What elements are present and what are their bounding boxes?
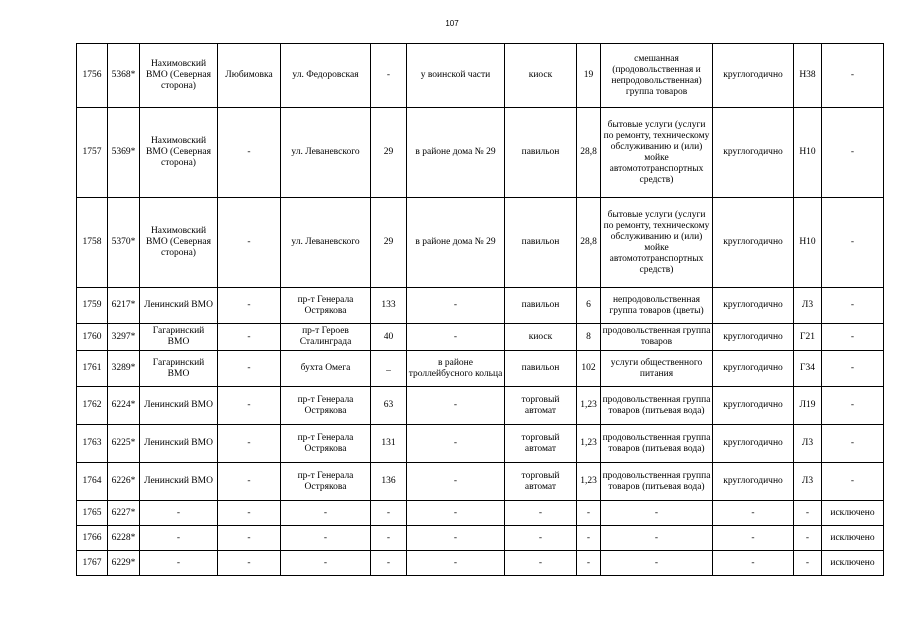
house-number-cell: 133 [371, 288, 407, 324]
street-cell: пр-т Генерала Острякова [281, 463, 371, 501]
period-cell: круглогодично [713, 198, 794, 288]
landmark-cell: - [407, 425, 505, 463]
zone-cell: Г34 [794, 351, 822, 387]
zone-cell: Л19 [794, 387, 822, 425]
note-cell: - [822, 387, 884, 425]
zone-cell: Н38 [794, 44, 822, 108]
row-number-cell: 1765 [77, 501, 108, 526]
note-cell: - [822, 198, 884, 288]
period-cell: круглогодично [713, 324, 794, 351]
object-type-cell: торговый автомат [505, 425, 577, 463]
table-row [77, 387, 884, 425]
object-code-cell: 6228* [108, 526, 140, 551]
landmark-cell: - [407, 501, 505, 526]
specialization-cell: непродовольственная группа товаров (цветы) [601, 288, 713, 324]
zone-cell: Н10 [794, 108, 822, 198]
street-cell: пр-т Генерала Острякова [281, 288, 371, 324]
area-cell: 6 [577, 288, 601, 324]
district-cell: Нахимовский ВМО (Северная сторона) [140, 44, 218, 108]
row-number-cell: 1758 [77, 198, 108, 288]
district-cell: Ленинский ВМО [140, 425, 218, 463]
district-cell: Гагаринский ВМО [140, 351, 218, 387]
zone-cell: - [794, 501, 822, 526]
object-code-cell: 5368* [108, 44, 140, 108]
district-cell: Ленинский ВМО [140, 288, 218, 324]
row-number-cell: 1763 [77, 425, 108, 463]
row-number-cell: 1759 [77, 288, 108, 324]
district-cell: Нахимовский ВМО (Северная сторона) [140, 108, 218, 198]
specialization-cell: - [601, 501, 713, 526]
locality-cell: - [218, 288, 281, 324]
locality-cell: - [218, 551, 281, 576]
object-type-cell: торговый автомат [505, 387, 577, 425]
object-type-cell: павильон [505, 288, 577, 324]
locality-cell: - [218, 425, 281, 463]
district-cell: Нахимовский ВМО (Северная сторона) [140, 198, 218, 288]
zone-cell: Н10 [794, 198, 822, 288]
note-cell: - [822, 425, 884, 463]
note-cell: исключено [822, 551, 884, 576]
zone-cell: Л3 [794, 288, 822, 324]
period-cell: круглогодично [713, 44, 794, 108]
locality-cell: - [218, 463, 281, 501]
house-number-cell: - [371, 526, 407, 551]
house-number-cell: - [371, 44, 407, 108]
street-cell: пр-т Генерала Острякова [281, 425, 371, 463]
zone-cell: - [794, 551, 822, 576]
area-cell: 1,23 [577, 387, 601, 425]
object-code-cell: 5369* [108, 108, 140, 198]
table-row [77, 44, 884, 108]
house-number-cell: 40 [371, 324, 407, 351]
locality-cell: - [218, 108, 281, 198]
specialization-cell: услуги общественного питания [601, 351, 713, 387]
landmark-cell: в районе дома № 29 [407, 108, 505, 198]
object-code-cell: 6224* [108, 387, 140, 425]
row-number-cell: 1757 [77, 108, 108, 198]
period-cell: круглогодично [713, 108, 794, 198]
specialization-cell: смешанная (продовольственная и непродовольственная) группа товаров [601, 44, 713, 108]
row-number-cell: 1762 [77, 387, 108, 425]
house-number-cell: _ [371, 351, 407, 387]
area-cell: 1,23 [577, 425, 601, 463]
object-type-cell: павильон [505, 351, 577, 387]
object-type-cell: киоск [505, 324, 577, 351]
note-cell: - [822, 463, 884, 501]
area-cell: - [577, 501, 601, 526]
object-code-cell: 6227* [108, 501, 140, 526]
house-number-cell: 29 [371, 198, 407, 288]
area-cell: 28,8 [577, 198, 601, 288]
note-cell: исключено [822, 501, 884, 526]
locality-cell: - [218, 351, 281, 387]
house-number-cell: 29 [371, 108, 407, 198]
object-code-cell: 6217* [108, 288, 140, 324]
district-cell: - [140, 551, 218, 576]
table-row [77, 551, 884, 576]
registry-table-body [77, 44, 884, 576]
row-number-cell: 1761 [77, 351, 108, 387]
object-type-cell: павильон [505, 108, 577, 198]
house-number-cell: - [371, 551, 407, 576]
street-cell: пр-т Генерала Острякова [281, 387, 371, 425]
period-cell: круглогодично [713, 463, 794, 501]
house-number-cell: 131 [371, 425, 407, 463]
district-cell: Ленинский ВМО [140, 463, 218, 501]
object-type-cell: павильон [505, 198, 577, 288]
zone-cell: Г21 [794, 324, 822, 351]
zone-cell: - [794, 526, 822, 551]
registry-table [76, 43, 884, 576]
specialization-cell: бытовые услуги (услуги по ремонту, техническому обслуживанию и (или) мойке автомототранспортных средств) [601, 108, 713, 198]
street-cell: - [281, 526, 371, 551]
landmark-cell: в районе дома № 29 [407, 198, 505, 288]
house-number-cell: - [371, 501, 407, 526]
period-cell: - [713, 551, 794, 576]
note-cell: - [822, 288, 884, 324]
specialization-cell: продовольственная группа товаров (питьевая вода) [601, 387, 713, 425]
table-row [77, 108, 884, 198]
object-code-cell: 3289* [108, 351, 140, 387]
landmark-cell: - [407, 324, 505, 351]
note-cell: - [822, 108, 884, 198]
note-cell: - [822, 44, 884, 108]
period-cell: круглогодично [713, 387, 794, 425]
district-cell: - [140, 501, 218, 526]
row-number-cell: 1760 [77, 324, 108, 351]
specialization-cell: - [601, 526, 713, 551]
street-cell: ул. Леваневского [281, 108, 371, 198]
row-number-cell: 1764 [77, 463, 108, 501]
locality-cell: - [218, 324, 281, 351]
street-cell: бухта Омега [281, 351, 371, 387]
specialization-cell: бытовые услуги (услуги по ремонту, техническому обслуживанию и (или) мойке автомототранспортных средств) [601, 198, 713, 288]
object-type-cell: киоск [505, 44, 577, 108]
area-cell: 19 [577, 44, 601, 108]
landmark-cell: - [407, 288, 505, 324]
area-cell: - [577, 526, 601, 551]
table-row [77, 324, 884, 351]
period-cell: круглогодично [713, 425, 794, 463]
street-cell: ул. Федоровская [281, 44, 371, 108]
landmark-cell: - [407, 463, 505, 501]
note-cell: - [822, 324, 884, 351]
table-row [77, 425, 884, 463]
locality-cell: - [218, 501, 281, 526]
specialization-cell: продовольственная группа товаров (питьевая вода) [601, 463, 713, 501]
area-cell: 1,23 [577, 463, 601, 501]
locality-cell: - [218, 387, 281, 425]
specialization-cell: продовольственная группа товаров [601, 324, 713, 351]
note-cell: - [822, 351, 884, 387]
district-cell: Ленинский ВМО [140, 387, 218, 425]
object-type-cell: - [505, 501, 577, 526]
street-cell: пр-т Героев Сталинграда [281, 324, 371, 351]
area-cell: 102 [577, 351, 601, 387]
row-number-cell: 1767 [77, 551, 108, 576]
object-code-cell: 6225* [108, 425, 140, 463]
period-cell: - [713, 501, 794, 526]
table-row [77, 501, 884, 526]
note-cell: исключено [822, 526, 884, 551]
district-cell: - [140, 526, 218, 551]
landmark-cell: у воинской части [407, 44, 505, 108]
table-row [77, 526, 884, 551]
object-code-cell: 3297* [108, 324, 140, 351]
row-number-cell: 1756 [77, 44, 108, 108]
locality-cell: Любимовка [218, 44, 281, 108]
object-code-cell: 5370* [108, 198, 140, 288]
row-number-cell: 1766 [77, 526, 108, 551]
locality-cell: - [218, 198, 281, 288]
landmark-cell: - [407, 551, 505, 576]
house-number-cell: 136 [371, 463, 407, 501]
house-number-cell: 63 [371, 387, 407, 425]
page-number: 107 [445, 19, 459, 28]
object-type-cell: торговый автомат [505, 463, 577, 501]
area-cell: - [577, 551, 601, 576]
table-row [77, 198, 884, 288]
zone-cell: Л3 [794, 425, 822, 463]
period-cell: круглогодично [713, 288, 794, 324]
object-code-cell: 6226* [108, 463, 140, 501]
object-type-cell: - [505, 551, 577, 576]
zone-cell: Л3 [794, 463, 822, 501]
area-cell: 8 [577, 324, 601, 351]
street-cell: ул. Леваневского [281, 198, 371, 288]
period-cell: - [713, 526, 794, 551]
object-code-cell: 6229* [108, 551, 140, 576]
specialization-cell: - [601, 551, 713, 576]
table-row [77, 351, 884, 387]
table-row [77, 463, 884, 501]
specialization-cell: продовольственная группа товаров (питьевая вода) [601, 425, 713, 463]
locality-cell: - [218, 526, 281, 551]
landmark-cell: в районе троллейбусного кольца [407, 351, 505, 387]
object-type-cell: - [505, 526, 577, 551]
area-cell: 28,8 [577, 108, 601, 198]
landmark-cell: - [407, 526, 505, 551]
table-row [77, 288, 884, 324]
landmark-cell: - [407, 387, 505, 425]
district-cell: Гагаринский ВМО [140, 324, 218, 351]
street-cell: - [281, 501, 371, 526]
street-cell: - [281, 551, 371, 576]
period-cell: круглогодично [713, 351, 794, 387]
